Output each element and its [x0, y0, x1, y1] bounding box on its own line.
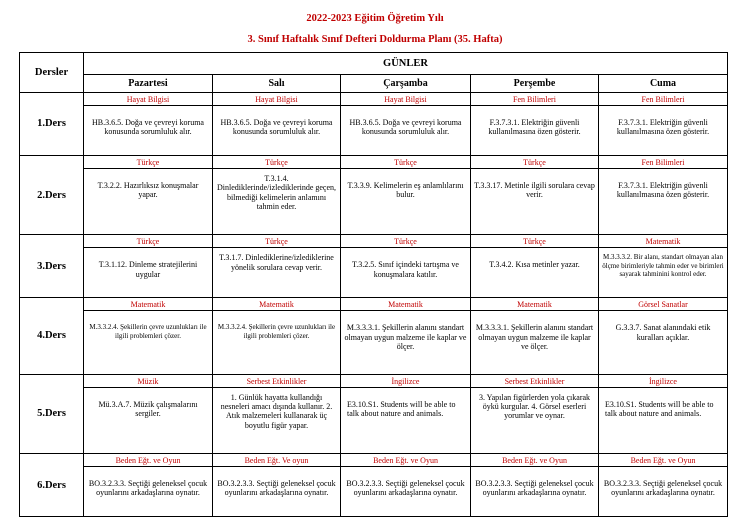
subject-label: Hayat Bilgisi	[213, 93, 340, 106]
plan-cell	[599, 235, 728, 298]
objective-text: T.3.4.2. Kısa metinler yazar.	[489, 260, 580, 270]
document-title: 2022-2023 Eğitim Öğretim Yılı	[306, 13, 444, 24]
objective-text: T.3.2.5. Sınıf içindeki tartışma ve konuşmalara katılır.	[352, 260, 459, 279]
weekly-plan-table	[19, 52, 728, 517]
subject-label: Türkçe	[84, 235, 212, 248]
plan-cell	[341, 298, 471, 374]
plan-cell	[84, 235, 213, 298]
lessons-column-header: Dersler	[20, 53, 84, 93]
objective-text: T.3.1.7. Dinlediklerine/izlediklerine yönelik sorulara cevap verir.	[219, 253, 334, 272]
subject-label: İngilizce	[599, 375, 727, 388]
plan-cell	[213, 454, 341, 517]
plan-cell	[213, 298, 341, 374]
subject-label: Beden Eğt. ve Oyun	[599, 454, 727, 467]
subject-label: Fen Bilimleri	[471, 93, 598, 106]
table-row	[20, 374, 728, 454]
plan-cell	[471, 298, 599, 374]
plan-cell	[84, 374, 213, 454]
table-row	[20, 235, 728, 298]
objective-text: T.3.1.12. Dinleme stratejilerini uygular	[98, 260, 198, 279]
plan-cell	[84, 454, 213, 517]
objective-text: E3.10.S1. Students will be able to talk about nature and animals.	[605, 399, 714, 418]
lesson-label: 3.Ders	[20, 235, 84, 298]
subject-label: Türkçe	[341, 235, 470, 248]
plan-cell	[599, 93, 728, 156]
objective-text: BO.3.2.3.3. Seçtiği geleneksel çocuk oyunlarını arkadaşlarına oynatır.	[88, 479, 208, 498]
lesson-label: 6.Ders	[20, 454, 84, 517]
plan-cell	[599, 374, 728, 454]
subject-label: Müzik	[84, 375, 212, 388]
subject-label: Serbest Etkinlikler	[471, 375, 598, 388]
objective-text: G.3.3.7. Sanat alanındaki etik kuralları açıklar.	[615, 323, 711, 342]
plan-cell	[599, 454, 728, 517]
plan-cell	[84, 298, 213, 374]
objective-text: F.3.7.3.1. Elektriğin güvenli kullanılmasına özen gösterir.	[616, 118, 710, 137]
objective-text: M.3.3.3.2. Bir alanı, standart olmayan alan ölçme birimleriyle tahmin eder ve birimleri sayarak tahminini kontrol eder.	[602, 253, 724, 278]
subject-label: Beden Eğt. ve Oyun	[84, 454, 212, 467]
plan-cell	[599, 298, 728, 374]
objective-text: M.3.3.2.4. Şekillerin çevre uzunlukları ile ilgili problemleri çözer.	[217, 323, 336, 340]
objective-text: T.3.3.9. Kelimelerin eş anlamlılarını bulur.	[347, 180, 464, 200]
subject-label: Matematik	[341, 298, 470, 311]
subject-label: Hayat Bilgisi	[341, 93, 470, 106]
objective-text: BO.3.2.3.3. Seçtiği geleneksel çocuk oyunlarını arkadaşlarına oynatır.	[475, 479, 594, 498]
lesson-label: 2.Ders	[20, 155, 84, 235]
lesson-label: 4.Ders	[20, 298, 84, 374]
subject-label: Görsel Sanatlar	[599, 298, 727, 311]
plan-cell	[341, 454, 471, 517]
table-row	[20, 155, 728, 235]
days-group-header: GÜNLER	[84, 53, 728, 75]
subject-label: Türkçe	[213, 235, 340, 248]
plan-cell	[213, 235, 341, 298]
objective-text: HB.3.6.5. Doğa ve çevreyi koruma konusunda sorumluluk alır.	[349, 118, 462, 137]
plan-cell	[471, 93, 599, 156]
plan-cell	[213, 155, 341, 235]
subject-label: Matematik	[213, 298, 340, 311]
objective-text: M.3.3.3.1. Şekillerin alanını standart olmayan uygun malzeme ile kaplar ve ölçer.	[475, 323, 594, 352]
document-subtitle: 3. Sınıf Haftalık Sınıf Defteri Doldurma Planı (35. Hafta)	[247, 34, 503, 45]
lesson-label: 5.Ders	[20, 374, 84, 454]
subject-label: Beden Eğt. Ve oyun	[213, 454, 340, 467]
objective-text: T.3.2.2. Hazırlıksız konuşmalar yapar.	[97, 180, 199, 200]
plan-cell	[471, 155, 599, 235]
day-header-monday: Pazartesi	[84, 75, 213, 93]
plan-cell	[471, 374, 599, 454]
subject-label: Türkçe	[341, 156, 470, 169]
plan-cell	[341, 155, 471, 235]
subject-label: Hayat Bilgisi	[84, 93, 212, 106]
objective-text: T.3.1.4. Dinlediklerinde/izlediklerinde geçen, bilmediği kelimelerin anlamını tahmin eder.	[216, 173, 337, 212]
subject-label: Serbest Etkinlikler	[213, 375, 340, 388]
table-row	[20, 454, 728, 517]
plan-cell	[213, 374, 341, 454]
objective-text: F.3.7.3.1. Elektriğin güvenli kullanılmasına özen gösterir.	[616, 180, 710, 200]
objective-text: BO.3.2.3.3. Seçtiği geleneksel çocuk oyunlarını arkadaşlarına oynatır.	[346, 479, 465, 498]
subject-label: Beden Eğt. ve Oyun	[471, 454, 598, 467]
objective-text: HB.3.6.5. Doğa ve çevreyi koruma konusunda sorumluluk alır.	[92, 118, 204, 137]
objective-text: E3.10.S1. Students will be able to talk about nature and animals.	[347, 399, 456, 418]
objective-text: M.3.3.2.4. Şekillerin çevre uzunlukları ile ilgili problemleri çözer.	[89, 323, 207, 340]
subject-label: Türkçe	[471, 235, 598, 248]
objective-text: HB.3.6.5. Doğa ve çevreyi koruma konusunda sorumluluk alır.	[220, 118, 333, 137]
subject-label: Türkçe	[213, 156, 340, 169]
plan-cell	[213, 93, 341, 156]
table-row	[20, 93, 728, 156]
subject-label: Türkçe	[471, 156, 598, 169]
objective-text: BO.3.2.3.3. Seçtiği geleneksel çocuk oyunlarını arkadaşlarına oynatır.	[603, 479, 723, 498]
day-header-friday: Cuma	[599, 75, 728, 93]
table-row	[20, 298, 728, 374]
objective-text: F.3.7.3.1. Elektriğin güvenli kullanılmasına özen gösterir.	[488, 118, 581, 137]
objective-text: Mü.3.A.7. Müzik çalışmalarını sergiler.	[98, 399, 198, 418]
lesson-label: 1.Ders	[20, 93, 84, 156]
plan-cell	[471, 235, 599, 298]
plan-cell	[599, 155, 728, 235]
plan-cell	[84, 155, 213, 235]
subject-label: Fen Bilimleri	[599, 93, 727, 106]
objective-text: T.3.3.17. Metinle ilgili sorulara cevap verir.	[474, 180, 595, 200]
plan-cell	[84, 93, 213, 156]
day-header-wednesday: Çarşamba	[341, 75, 471, 93]
subject-label: İngilizce	[341, 375, 470, 388]
objective-text: 1. Günlük hayatta kullandığı nesneleri amacı dışında kullanır. 2. Atık malzemeleri kullanarak üç boyutlu figür yapar.	[220, 392, 333, 430]
day-header-thursday: Perşembe	[471, 75, 599, 93]
subject-label: Fen Bilimleri	[599, 156, 727, 169]
subject-label: Türkçe	[84, 156, 212, 169]
subject-label: Matematik	[599, 235, 727, 248]
subject-label: Matematik	[471, 298, 598, 311]
subject-label: Beden Eğt. ve Oyun	[341, 454, 470, 467]
objective-text: BO.3.2.3.3. Seçtiği geleneksel çocuk oyunlarını arkadaşlarına oynatır.	[217, 479, 336, 498]
day-header-tuesday: Salı	[213, 75, 341, 93]
objective-text: 3. Yapılan figürlerden yola çıkarak öykü kurgular. 4. Görsel eserleri yorumlar ve oynar.	[478, 392, 591, 421]
plan-cell	[341, 235, 471, 298]
plan-cell	[471, 454, 599, 517]
plan-cell	[341, 374, 471, 454]
subject-label: Matematik	[84, 298, 212, 311]
plan-cell	[341, 93, 471, 156]
objective-text: M.3.3.3.1. Şekillerin alanını standart olmayan uygun malzeme ile kaplar ve ölçer.	[344, 323, 467, 352]
